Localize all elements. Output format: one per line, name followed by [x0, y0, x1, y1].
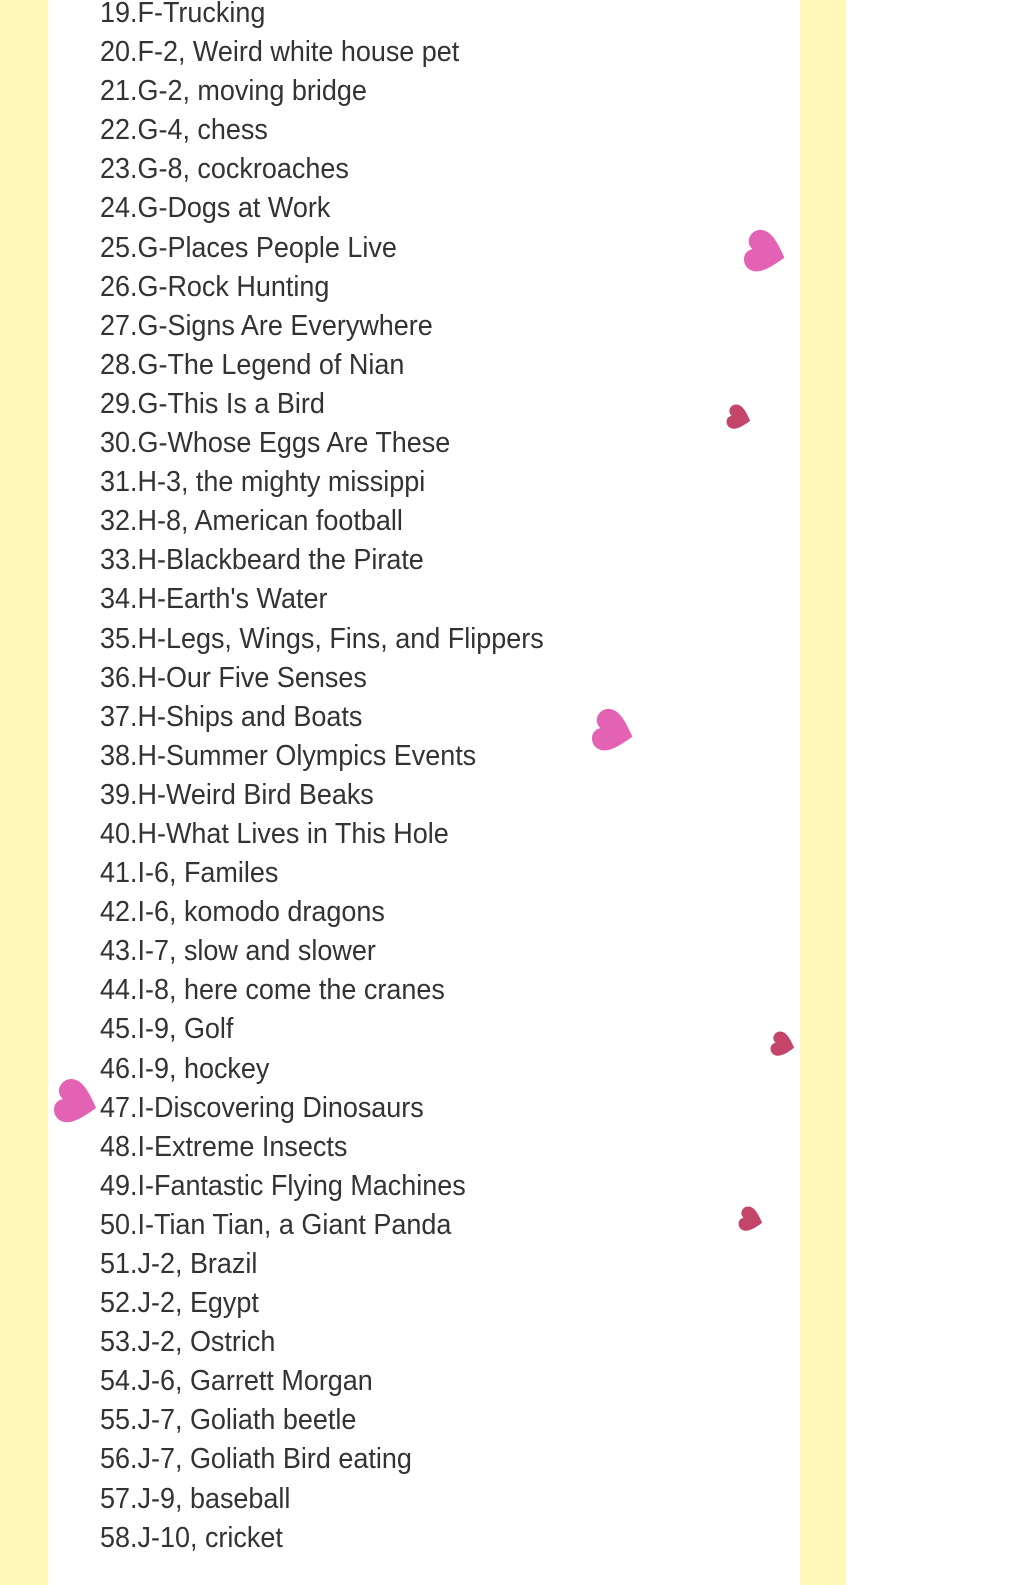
list-item: 39.H-Weird Bird Beaks: [100, 778, 374, 811]
list-item: 53.J-2, Ostrich: [100, 1326, 276, 1359]
list-item: 33.H-Blackbeard the Pirate: [100, 544, 424, 577]
list-item: 55.J-7, Goliath beetle: [100, 1404, 357, 1437]
list-item: 51.J-2, Brazil: [100, 1248, 258, 1280]
list-item: 50.I-Tian Tian, a Giant Panda: [100, 1208, 452, 1241]
list-item: 29.G-This Is a Bird: [100, 387, 325, 420]
list-item: 54.J-6, Garrett Morgan: [100, 1365, 373, 1398]
list-item: 35.H-Legs, Wings, Fins, and Flippers: [100, 622, 544, 655]
list-item: 58.J-10, cricket: [100, 1521, 283, 1554]
heart-icon: [591, 708, 639, 761]
heart-icon: [743, 229, 791, 282]
heart-icon: [738, 1206, 766, 1239]
list-item: 49.I-Fantastic Flying Machines: [100, 1169, 466, 1202]
list-item: 41.I-6, Familes: [100, 857, 279, 890]
book-list: [100, 0, 577, 1558]
list-item: 48.I-Extreme Insects: [100, 1130, 348, 1163]
list-item: 21.G-2, moving bridge: [100, 75, 367, 108]
list-item: 32.H-8, American football: [100, 505, 403, 538]
list-item: 28.G-The Legend of Nian: [100, 348, 405, 381]
list-item: 37.H-Ships and Boats: [100, 700, 363, 733]
list-item: 24.G-Dogs at Work: [100, 192, 331, 225]
list-item: 44.I-8, here come the cranes: [100, 974, 445, 1007]
list-item: 25.G-Places People Live: [100, 231, 397, 264]
left-yellow-border: [0, 0, 48, 1585]
list-item: 26.G-Rock Hunting: [100, 270, 330, 303]
list-item: 34.H-Earth's Water: [100, 583, 328, 616]
list-item: 52.J-2, Egypt: [100, 1287, 259, 1320]
list-item: 56.J-7, Goliath Bird eating: [100, 1443, 412, 1476]
heart-icon: [770, 1031, 798, 1064]
list-item: 42.I-6, komodo dragons: [100, 896, 385, 929]
list-item: 38.H-Summer Olympics Events: [100, 739, 477, 772]
list-item: 19.F-Trucking: [100, 0, 266, 29]
list-item: 27.G-Signs Are Everywhere: [100, 309, 433, 342]
list-item: 47.I-Discovering Dinosaurs: [100, 1091, 424, 1124]
list-item: 43.I-7, slow and slower: [100, 935, 376, 968]
list-item: 45.I-9, Golf: [100, 1013, 234, 1046]
list-item: 57.J-9, baseball: [100, 1482, 291, 1515]
list-item: 22.G-4, chess: [100, 114, 268, 147]
right-yellow-border: [800, 0, 846, 1585]
list-item: 23.G-8, cockroaches: [100, 153, 349, 186]
list-item: 31.H-3, the mighty missippi: [100, 466, 426, 499]
list-item: 40.H-What Lives in This Hole: [100, 817, 449, 850]
list-item: 30.G-Whose Eggs Are These: [100, 427, 451, 460]
list-item: 36.H-Our Five Senses: [100, 661, 367, 694]
list-item: 20.F-2, Weird white house pet: [100, 36, 460, 69]
list-item: 46.I-9, hockey: [100, 1052, 270, 1085]
heart-icon: [726, 404, 754, 437]
heart-icon: [53, 1078, 103, 1133]
